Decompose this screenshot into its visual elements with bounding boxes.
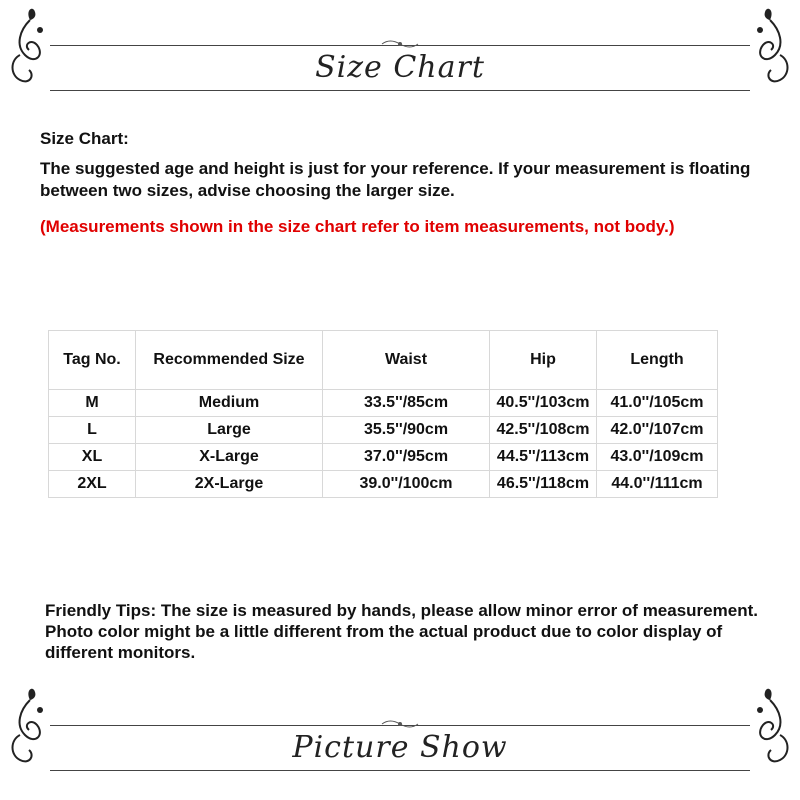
intro-heading: Size Chart: xyxy=(40,129,129,148)
column-header: Hip xyxy=(490,331,597,390)
table-cell: 2XL xyxy=(49,471,136,498)
table-cell: X-Large xyxy=(136,444,323,471)
table-cell: Large xyxy=(136,417,323,444)
table-cell: 39.0''/100cm xyxy=(323,471,490,498)
friendly-tips: Friendly Tips: The size is measured by hands, please allow minor error of measurement. Photo color might be a little different from the actual product due to color display of different monitors. xyxy=(45,601,758,662)
table-cell: 44.5''/113cm xyxy=(490,444,597,471)
table-row xyxy=(49,444,718,471)
column-header: Recommended Size xyxy=(136,331,323,390)
table-row xyxy=(49,417,718,444)
size-table xyxy=(48,330,718,498)
intro-section xyxy=(40,128,760,238)
column-header: Waist xyxy=(323,331,490,390)
table-cell: L xyxy=(49,417,136,444)
table-cell: 35.5''/90cm xyxy=(323,417,490,444)
table-cell: 41.0''/105cm xyxy=(597,390,718,417)
table-cell: 33.5''/85cm xyxy=(323,390,490,417)
table-cell: 46.5''/118cm xyxy=(490,471,597,498)
size-chart-banner xyxy=(0,0,800,90)
table-cell: 40.5''/103cm xyxy=(490,390,597,417)
measurement-note: (Measurements shown in the size chart refer to item measurements, not body.) xyxy=(40,217,675,236)
table-cell: Medium xyxy=(136,390,323,417)
table-cell: 42.0''/107cm xyxy=(597,417,718,444)
table-row xyxy=(49,390,718,417)
banner-title: Size Chart xyxy=(315,50,485,85)
banner-bottom-rule xyxy=(50,90,750,91)
table-cell: 44.0''/111cm xyxy=(597,471,718,498)
column-header: Length xyxy=(597,331,718,390)
table-cell: M xyxy=(49,390,136,417)
banner-title: Picture Show xyxy=(292,730,508,765)
intro-body: The suggested age and height is just for your reference. If your measurement is floating between two sizes, advise choosing the larger size. xyxy=(40,159,751,200)
picture-show-banner xyxy=(0,680,800,770)
table-cell: XL xyxy=(49,444,136,471)
scroll-ornament-icon xyxy=(380,38,420,50)
table-cell: 2X-Large xyxy=(136,471,323,498)
table-row xyxy=(49,471,718,498)
column-header: Tag No. xyxy=(49,331,136,390)
scroll-ornament-icon xyxy=(380,718,420,730)
table-cell: 42.5''/108cm xyxy=(490,417,597,444)
table-cell: 43.0''/109cm xyxy=(597,444,718,471)
table-cell: 37.0''/95cm xyxy=(323,444,490,471)
table-header-row xyxy=(49,331,718,390)
banner-bottom-rule xyxy=(50,770,750,771)
